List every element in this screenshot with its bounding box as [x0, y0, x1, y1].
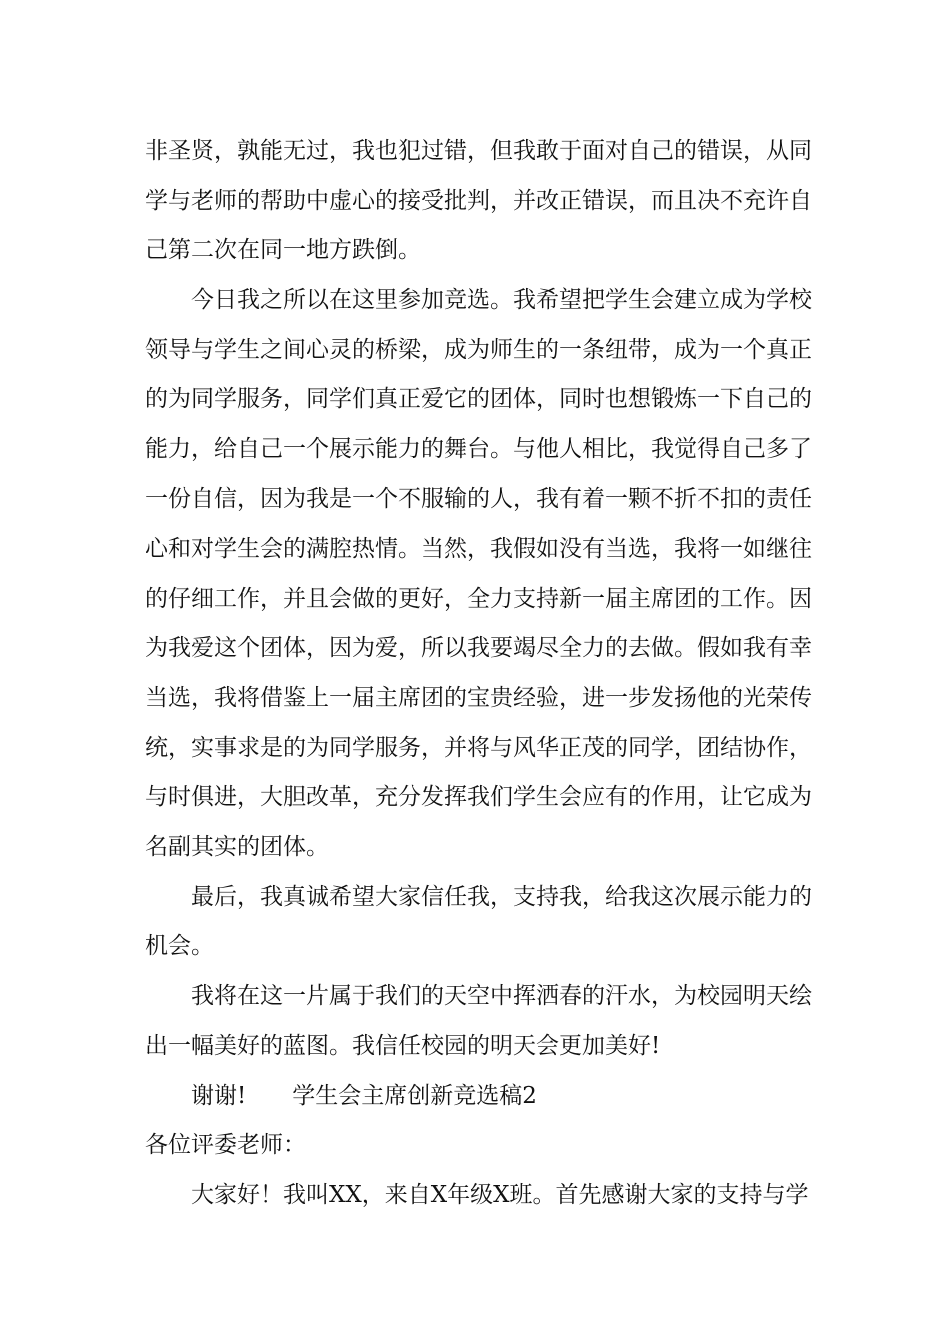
text-line: 大家好！我叫XX，来自X年级X班。首先感谢大家的支持与学 [191, 1182, 809, 1208]
text-line: 一份自信，因为我是一个不服输的人，我有着一颗不折不扣的责任 [145, 486, 812, 512]
text-line: 当选，我将借鉴上一届主席团的宝贵经验，进一步发扬他的光荣传 [145, 685, 812, 711]
text-line: 学与老师的帮助中虚心的接受批判，并改正错误，而且决不充许自 [145, 188, 812, 214]
text-line: 机会。 [145, 933, 214, 959]
text-line: 我将在这一片属于我们的天空中挥洒春的汗水，为校园明天绘 [191, 983, 812, 1009]
text-line: 谢谢! 学生会主席创新竞选稿2 [191, 1083, 537, 1109]
text-line: 非圣贤，孰能无过，我也犯过错，但我敢于面对自己的错误，从同 [145, 138, 812, 164]
text-line: 名副其实的团体。 [145, 834, 329, 860]
text-line: 为我爱这个团体，因为爱，所以我要竭尽全力的去做。假如我有幸 [145, 635, 812, 661]
text-line: 出一幅美好的蓝图。我信任校园的明天会更加美好! [145, 1033, 661, 1059]
text-line: 今日我之所以在这里参加竞选。我希望把学生会建立成为学校 [191, 287, 812, 313]
text-line: 各位评委老师： [145, 1132, 306, 1158]
text-line: 最后，我真诚希望大家信任我，支持我，给我这次展示能力的 [191, 884, 812, 910]
text-line: 的为同学服务，同学们真正爱它的团体，同时也想锻炼一下自己的 [145, 386, 812, 412]
text-line: 心和对学生会的满腔热情。当然，我假如没有当选，我将一如继往 [145, 536, 812, 562]
text-line: 能力，给自己一个展示能力的舞台。与他人相比，我觉得自己多了 [145, 436, 812, 462]
text-line: 己第二次在同一地方跌倒。 [145, 237, 421, 263]
text-line: 领导与学生之间心灵的桥梁，成为师生的一条纽带，成为一个真正 [145, 337, 812, 363]
text-line: 的仔细工作，并且会做的更好，全力支持新一届主席团的工作。因 [145, 586, 812, 612]
text-line: 与时俱进，大胆改革，充分发挥我们学生会应有的作用，让它成为 [145, 784, 812, 810]
text-line: 统，实事求是的为同学服务，并将与风华正茂的同学，团结协作， [145, 735, 812, 761]
